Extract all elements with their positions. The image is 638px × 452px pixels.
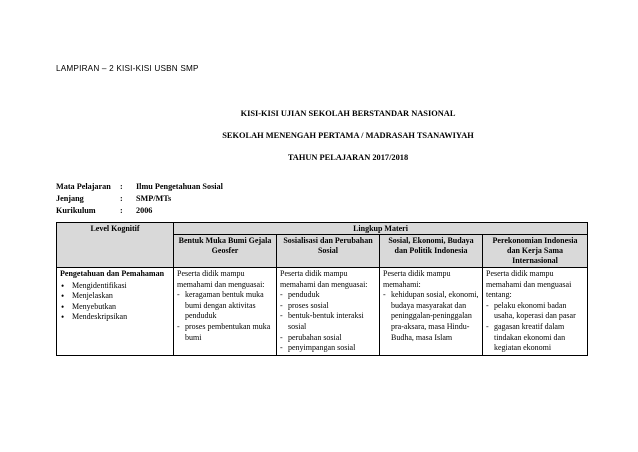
meta-label: Jenjang (56, 194, 84, 203)
table-row (57, 268, 588, 356)
title-line: SEKOLAH MENENGAH PERTAMA / MADRASAH TSANAWIYAH (222, 131, 474, 140)
table-cell (174, 268, 277, 356)
column-header: Perekonomian Indonesia dan Kerja Sama Internasional (483, 235, 588, 268)
list-item: - proses pembentukan muka bumi (177, 322, 273, 343)
level-item: • Mendeskripsikan (60, 312, 170, 323)
column-header: Sosial, Ekonomi, Budaya dan Politik Indonesia (380, 235, 483, 268)
list-item: - pelaku ekonomi badan usaha, koperasi dan pasar (486, 301, 584, 322)
list-item: - gagasan kreatif dalam tindakan ekonomi dan kegiatan ekonomi (486, 322, 584, 354)
meta-colon: : (120, 194, 123, 203)
meta-label: Kurikulum (56, 206, 96, 215)
meta-colon: : (120, 182, 123, 191)
kisi-kisi-table (56, 222, 588, 356)
level-list (60, 281, 170, 323)
list-item: - kehidupan sosial, ekonomi, budaya masyarakat dan peninggalan-peninggalan pra-aksara, masa Hindu-Budha, masa Islam (383, 290, 479, 343)
cell-intro: Peserta didik mampu memahami dan menguasai tentang: (486, 269, 572, 300)
cell-list (177, 290, 273, 343)
meta-row-curriculum (56, 205, 223, 217)
list-item: - perubahan sosial (280, 333, 376, 344)
level-item: • Menjelaskan (60, 291, 170, 302)
list-item: - penyimpangan sosial (280, 343, 376, 354)
group-header: Lingkup Materi (174, 223, 588, 235)
cell-intro: Peserta didik mampu memahami dan menguasai: (177, 269, 265, 289)
cell-list (280, 290, 376, 354)
cell-intro: Peserta didik mampu memahami: (383, 269, 451, 289)
subject-info (56, 181, 223, 217)
table-cell (277, 268, 380, 356)
level-cell (57, 268, 174, 356)
meta-value: SMP/MTs (136, 194, 172, 203)
attachment-label: LAMPIRAN – 2 KISI-KISI USBN SMP (56, 64, 199, 73)
table-cell (483, 268, 588, 356)
meta-label: Mata Pelajaran (56, 182, 111, 191)
level-title: Pengetahuan dan Pemahaman (60, 269, 165, 278)
cell-list (383, 290, 479, 343)
list-item: - keragaman bentuk muka bumi dengan aktivitas penduduk (177, 290, 273, 322)
column-header: Sosialisasi dan Perubahan Sosial (277, 235, 380, 268)
meta-colon: : (120, 206, 123, 215)
cell-intro: Peserta didik mampu memahami dan menguasai: (280, 269, 368, 289)
level-item: • Menyebutkan (60, 302, 170, 313)
list-item: - proses sosial (280, 301, 376, 312)
document-title (0, 110, 638, 176)
meta-value: Ilmu Pengetahuan Sosial (136, 182, 223, 191)
meta-row-subject (56, 181, 223, 193)
meta-value: 2006 (136, 206, 153, 215)
title-line: KISI-KISI UJIAN SEKOLAH BERSTANDAR NASIONAL (240, 109, 456, 118)
column-header: Bentuk Muka Bumi Gejala Geosfer (174, 235, 277, 268)
list-item: - bentuk-bentuk interaksi sosial (280, 311, 376, 332)
table-cell (380, 268, 483, 356)
header-row-group (57, 223, 588, 235)
meta-row-level (56, 193, 223, 205)
cell-list (486, 301, 584, 354)
level-item: • Mengidentifikasi (60, 281, 170, 292)
level-header: Level Kognitif (57, 223, 174, 268)
title-line: TAHUN PELAJARAN 2017/2018 (287, 153, 409, 162)
list-item: - penduduk (280, 290, 376, 301)
